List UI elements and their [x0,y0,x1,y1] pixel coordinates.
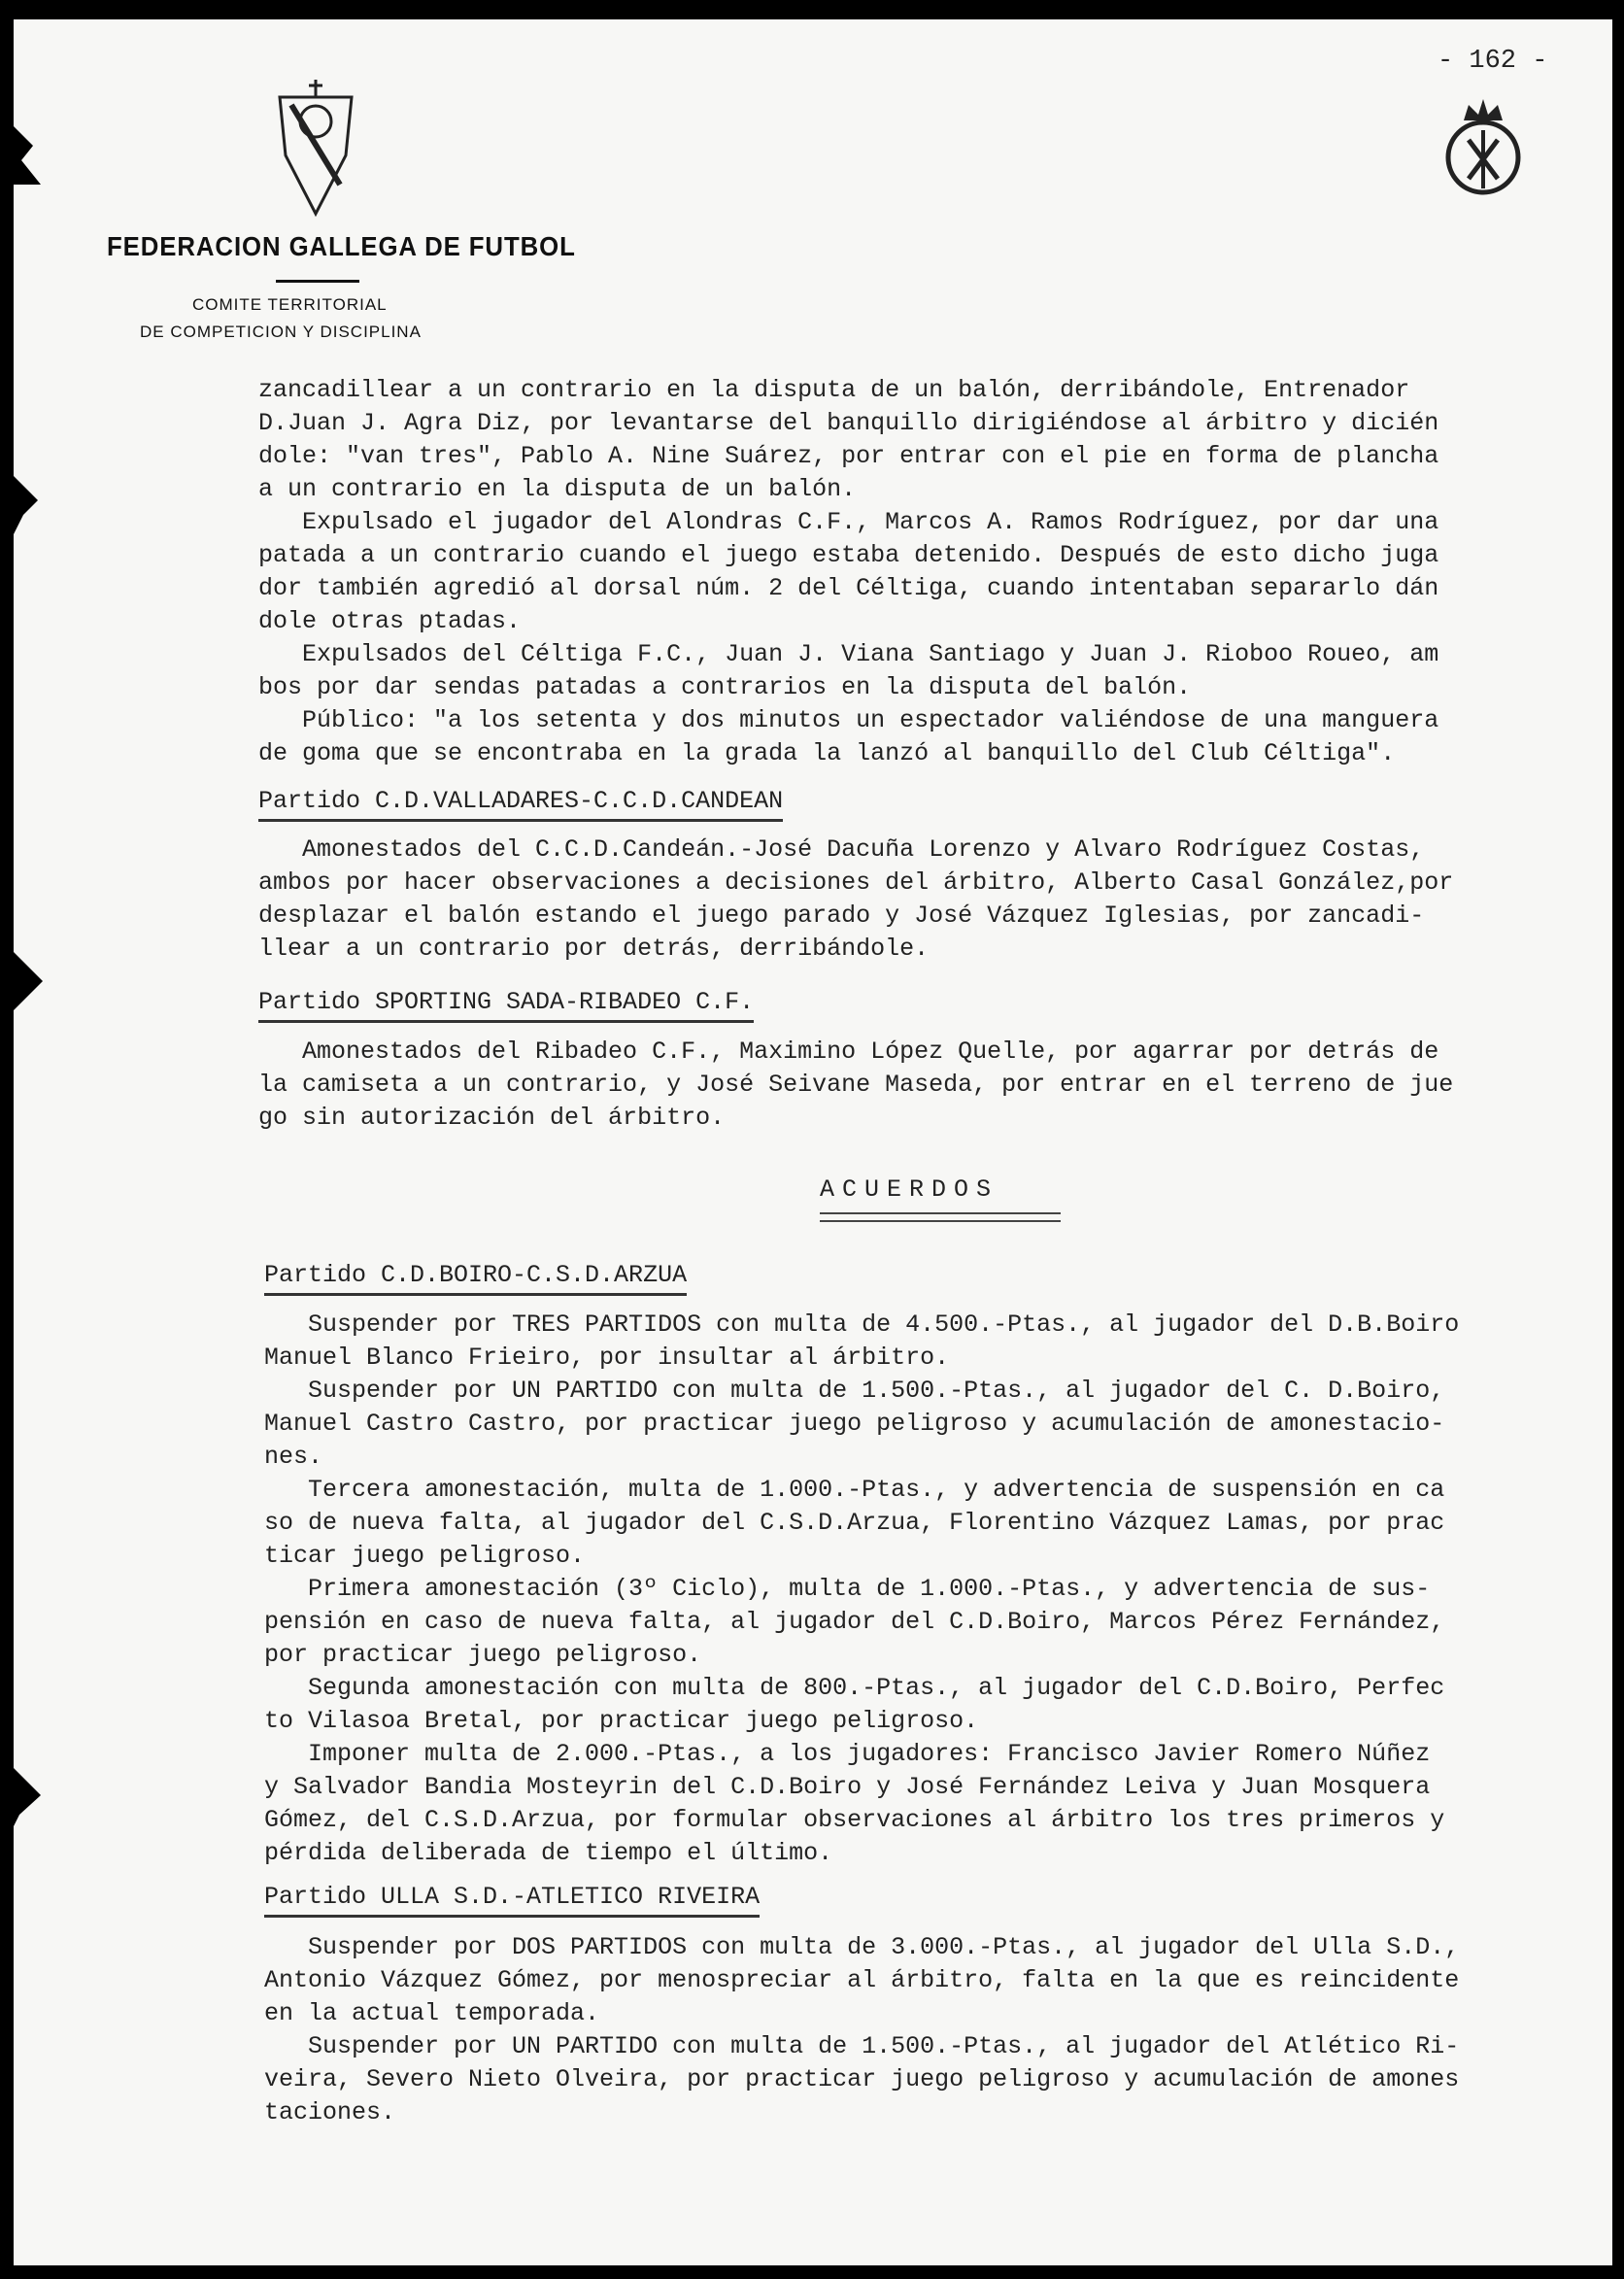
match-body-valladares-candean: Amonestados del C.C.D.Candeán.-José Dacuña Lorenzo y Alvaro Rodríguez Costas, ambos por hacer observaciones a decisiones del árbitro, Alberto Casal González,por desplazar el balón estando el juego parado y José Vázquez Iglesias, por zancadi- llear a un contrario por detrás, derribándole. [258,835,1454,963]
match-body-ulla-riveira: Suspender por DOS PARTIDOS con multa de 3.000.-Ptas., al jugador del Ulla S.D., Antonio Vázquez Gómez, por menospreciar al árbitro, falta en la que es reincidente en la actual temporada. Suspender por UN PARTIDO con multa de 1.500.-Ptas., al jugador del Atlético Ri- veira, Severo Nieto Olveira, por practicar juego peligroso y acumulación de amones taciones. [264,1933,1460,2126]
match-heading-ulla-riveira: Partido ULLA S.D.-ATLETICO RIVEIRA [264,1883,760,1918]
match-heading-boiro-arzua: Partido C.D.BOIRO-C.S.D.ARZUA [264,1261,687,1296]
torn-edge-mark [14,1768,52,1826]
match-heading-valladares-candean: Partido C.D.VALLADARES-C.C.D.CANDEAN [258,787,783,822]
match-heading-sporting-ribadeo: Partido SPORTING SADA-RIBADEO C.F. [258,988,754,1023]
committee-subtitle: DE COMPETICION Y DISCIPLINA [140,323,422,341]
acuerdos-title: ACUERDOS [820,1175,999,1204]
match-body-boiro-arzua: Suspender por TRES PARTIDOS con multa de 4.500.-Ptas., al jugador del D.B.Boiro Manuel Blanco Frieiro, por insultar al árbitro. Suspender por UN PARTIDO con multa de 1.500.-Ptas., al jugador del C. D.Boiro, Manuel Castro Castro, por practicar juego peligroso y acumulación de amonestacio- nes. Tercera amonestación, multa de 1.000.-Ptas., y advertencia de suspensión en ca so de nueva falta, al jugador del C.S.D.Arzua, Florentino Vázquez Lamas, por prac ticar juego peligroso. Primera amonestación (3º Ciclo), multa de 1.000.-Ptas., y advertencia de sus- pensión en caso de nueva falta, al jugador del C.D.Boiro, Marcos Pérez Fernández, por practicar juego peligroso. Segunda amonestación con multa de 800.-Ptas., al jugador del C.D.Boiro, Perfec to Vilasoa Bretal, por practicar juego peligroso. Imponer multa de 2.000.-Ptas., a los jugadores: Francisco Javier Romero Núñez y Salvador Bandia Mosteyrin del C.D.Boiro y José Fernández Leiva y Juan Mosquera Gómez, del C.S.D.Arzua, por formular observaciones al árbitro los tres primeros y pérdida deliberada de tiempo el último. [264,1310,1460,1867]
document-page [14,19,1612,2265]
page-number: - 162 - [1438,47,1548,76]
match-body-sporting-ribadeo: Amonestados del Ribadeo C.F., Maximino López Quelle, por agarrar por detrás de la camiseta a un contrario, y José Seivane Maseda, por entrar en el terreno de jue go sin autorización del árbitro. [258,1037,1454,1132]
header-divider [276,280,359,283]
torn-edge-mark [14,952,52,1010]
crown-emblem-icon [1439,91,1527,198]
torn-edge-mark [14,126,52,185]
organization-name: FEDERACION GALLEGA DE FUTBOL [107,231,576,261]
torn-edge-mark [14,476,52,534]
intro-paragraphs: zancadillear a un contrario en la disputa de un balón, derribándole, Entrenador D.Juan J. Agra Diz, por levantarse del banquillo dirigiéndose al árbitro y dicién dole: "van tres", Pablo A. Nine Suárez, por entrar con el pie en forma de plancha a un contrario en la disputa de un balón. Expulsado el jugador del Alondras C.F., Marcos A. Ramos Rodríguez, por dar una patada a un contrario cuando el juego estaba detenido. Después de esto dicho juga dor también agredió al dorsal núm. 2 del Céltiga, cuando intentaban separarlo dán dole otras ptadas. Expulsados del Céltiga F.C., Juan J. Viana Santiago y Juan J. Rioboo Roueo, am bos por dar sendas patadas a contrarios en la disputa del balón. Público: "a los setenta y dos minutos un espectador valiéndose de una manguera de goma que se encontraba en la grada la lanzó al banquillo del Club Céltiga". [258,376,1439,767]
committee-title: COMITE TERRITORIAL [192,295,388,314]
acuerdos-double-rule [820,1212,1061,1222]
federation-crest-icon [272,78,359,223]
